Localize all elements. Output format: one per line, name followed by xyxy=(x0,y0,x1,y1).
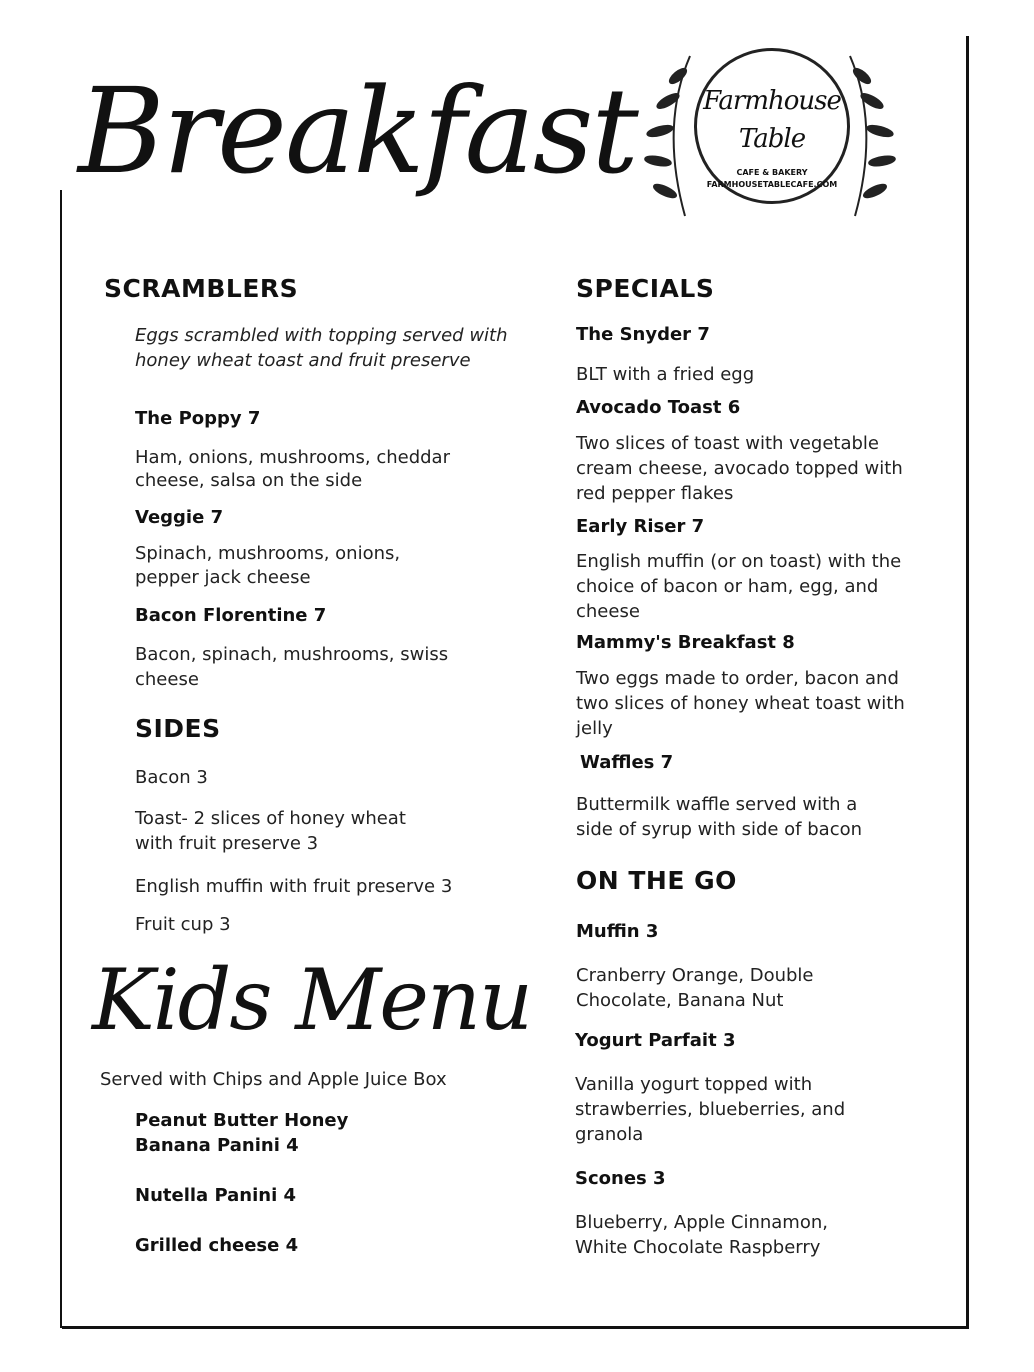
kids-menu-title: Kids Menu xyxy=(92,951,532,1049)
item-desc: jelly xyxy=(576,718,613,739)
item-desc: Two slices of toast with vegetable xyxy=(576,433,879,454)
frame-left-line xyxy=(60,190,62,1328)
item-desc: Two eggs made to order, bacon and xyxy=(576,668,899,689)
item-desc: choice of bacon or ham, egg, and xyxy=(576,576,879,597)
side-item: with fruit preserve 3 xyxy=(135,833,319,854)
item-name: Waffles 7 xyxy=(580,752,674,773)
side-item: Bacon 3 xyxy=(135,767,208,788)
item-name: Yogurt Parfait 3 xyxy=(575,1030,736,1051)
item-name: The Poppy 7 xyxy=(135,408,261,429)
sides-heading: SIDES xyxy=(135,714,221,743)
item-name: Muffin 3 xyxy=(576,921,659,942)
kids-note: Served with Chips and Apple Juice Box xyxy=(100,1069,447,1090)
specials-heading: SPECIALS xyxy=(576,274,715,303)
item-desc: BLT with a fried egg xyxy=(576,364,755,385)
logo-name-line1: Farmhouse xyxy=(703,86,841,116)
logo-tagline: CAFE & BAKERY xyxy=(736,168,808,177)
kids-item: Grilled cheese 4 xyxy=(135,1235,299,1256)
logo-name-line2: Table xyxy=(738,124,806,154)
side-item: Fruit cup 3 xyxy=(135,914,231,935)
kids-item: Banana Panini 4 xyxy=(135,1135,299,1156)
item-desc: Buttermilk waffle served with a xyxy=(576,794,858,815)
frame-right-line xyxy=(966,36,969,1329)
logo-url: FARMHOUSETABLECAFE.COM xyxy=(706,180,838,189)
item-name: Early Riser 7 xyxy=(576,516,705,537)
item-desc: English muffin (or on toast) with the xyxy=(576,551,902,572)
item-desc: two slices of honey wheat toast with xyxy=(576,693,905,714)
item-desc: Chocolate, Banana Nut xyxy=(576,990,784,1011)
item-desc: Vanilla yogurt topped with xyxy=(575,1074,813,1095)
on-the-go-heading: ON THE GO xyxy=(576,866,737,895)
item-name: The Snyder 7 xyxy=(576,324,710,345)
item-name: Scones 3 xyxy=(575,1168,666,1189)
item-desc: cheese xyxy=(576,601,640,622)
item-desc: strawberries, blueberries, and xyxy=(575,1099,846,1120)
item-desc: Spinach, mushrooms, onions, xyxy=(135,543,401,564)
kids-item: Peanut Butter Honey xyxy=(135,1110,349,1131)
item-desc: cheese, salsa on the side xyxy=(135,470,363,491)
item-desc: Bacon, spinach, mushrooms, swiss xyxy=(135,644,449,665)
item-desc: cream cheese, avocado topped with xyxy=(576,458,903,479)
item-desc: granola xyxy=(575,1124,644,1145)
item-desc: cheese xyxy=(135,669,199,690)
item-desc: Ham, onions, mushrooms, cheddar xyxy=(135,447,450,468)
item-desc: pepper jack cheese xyxy=(135,567,311,588)
item-name: Mammy's Breakfast 8 xyxy=(576,632,795,653)
item-name: Bacon Florentine 7 xyxy=(135,605,327,626)
scramblers-intro-line2: honey wheat toast and fruit preserve xyxy=(135,350,471,371)
breakfast-title: Breakfast xyxy=(78,62,637,200)
item-desc: Cranberry Orange, Double xyxy=(576,965,814,986)
item-desc: Blueberry, Apple Cinnamon, xyxy=(575,1212,828,1233)
item-desc: White Chocolate Raspberry xyxy=(575,1237,821,1258)
side-item: Toast- 2 slices of honey wheat xyxy=(135,808,406,829)
item-desc: side of syrup with side of bacon xyxy=(576,819,863,840)
item-desc: red pepper flakes xyxy=(576,483,734,504)
kids-item: Nutella Panini 4 xyxy=(135,1185,297,1206)
scramblers-heading: SCRAMBLERS xyxy=(104,274,299,303)
side-item: English muffin with fruit preserve 3 xyxy=(135,876,453,897)
item-name: Avocado Toast 6 xyxy=(576,397,741,418)
logo xyxy=(630,46,910,236)
scramblers-intro-line1: Eggs scrambled with topping served with xyxy=(135,325,508,346)
frame-bottom-line xyxy=(62,1326,968,1329)
item-name: Veggie 7 xyxy=(135,507,224,528)
